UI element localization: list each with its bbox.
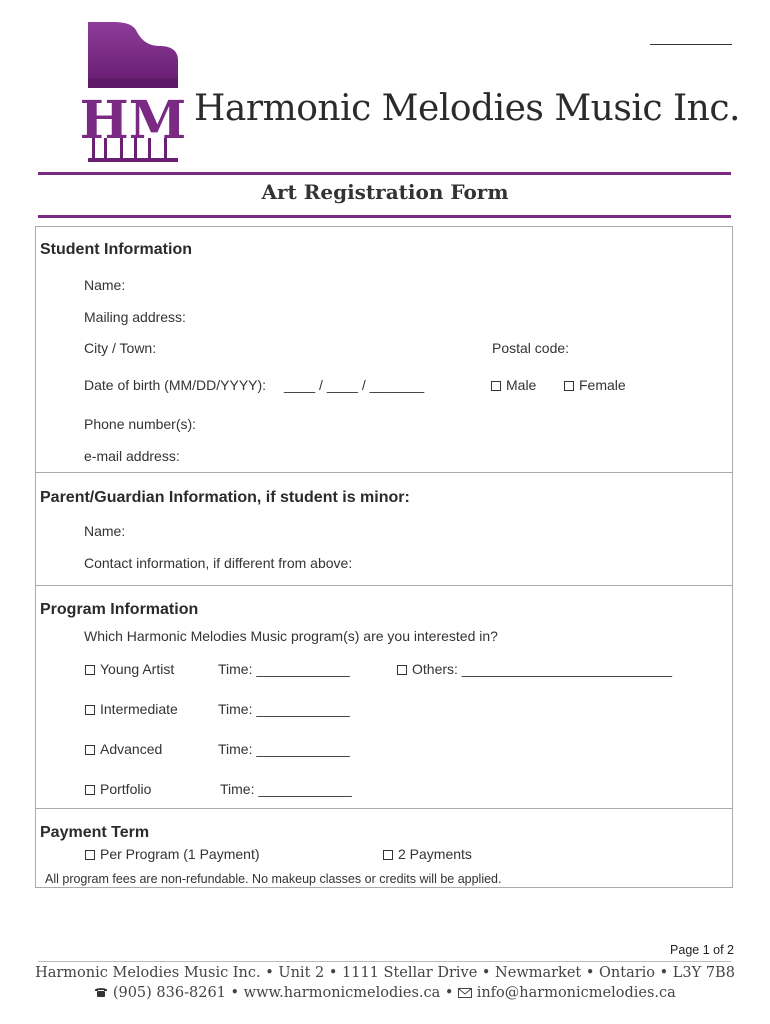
section-divider (35, 585, 733, 586)
program-time-field[interactable]: Time: ____________ (218, 741, 350, 757)
program-option-label: Portfolio (100, 781, 152, 797)
phone-icon (94, 986, 108, 998)
section-divider (35, 808, 733, 809)
program-time-field[interactable]: Time: ____________ (218, 701, 350, 717)
checkbox-icon (397, 665, 407, 675)
checkbox-icon (85, 850, 95, 860)
footer-website[interactable]: www.harmonicmelodies.ca (243, 985, 441, 1001)
program-time-field[interactable]: Time: ____________ (218, 661, 350, 677)
header-rule-bottom (38, 215, 731, 218)
program-option-others[interactable] (397, 661, 672, 677)
dob-field[interactable]: ____ / ____ / _______ (284, 377, 425, 393)
footer-contact (0, 985, 770, 1001)
mailing-address-field[interactable]: Mailing address: (84, 309, 186, 325)
program-option-young-artist[interactable] (85, 661, 174, 677)
section-divider (35, 472, 733, 473)
city-field[interactable]: City / Town: (84, 340, 157, 356)
payment-note: All program fees are non-refundable. No makeup classes or credits will be applied. (45, 872, 502, 886)
program-section-heading: Program Information (40, 601, 199, 618)
payment-option-per-program[interactable] (85, 846, 260, 862)
dob-label: Date of birth (MM/DD/YYYY): (84, 377, 267, 393)
guardian-name-field[interactable]: Name: (84, 523, 126, 539)
footer-separator: • (230, 985, 240, 1001)
program-question: Which Harmonic Melodies Music program(s) are you interested in? (84, 628, 498, 644)
email-field[interactable]: e-mail address: (84, 448, 180, 464)
others-field[interactable]: Others: ___________________________ (412, 661, 673, 677)
checkbox-icon (383, 850, 393, 860)
payment-option-two-payments[interactable] (383, 846, 472, 862)
student-name-field[interactable]: Name: (84, 277, 126, 293)
footer-separator: • (444, 985, 454, 1001)
footer-email[interactable]: info@harmonicmelodies.ca (476, 985, 676, 1001)
program-option-intermediate[interactable] (85, 701, 178, 717)
female-checkbox[interactable] (564, 377, 626, 393)
checkbox-icon (491, 381, 501, 391)
page-number: Page 1 of 2 (670, 943, 734, 957)
company-name: Harmonic Melodies Music Inc. (194, 88, 740, 129)
postal-code-field[interactable]: Postal code: (492, 340, 570, 356)
female-label: Female (579, 377, 626, 393)
guardian-contact-field[interactable]: Contact information, if different from above: (84, 555, 353, 571)
payment-option-label: 2 Payments (398, 846, 472, 862)
checkbox-icon (85, 665, 95, 675)
checkbox-icon (85, 785, 95, 795)
header-rule-top (38, 172, 731, 175)
footer-address: Harmonic Melodies Music Inc. • Unit 2 • 1111 Stellar Drive • Newmarket • Ontario • L3Y 7B8 (35, 965, 735, 981)
payment-section-heading: Payment Term (40, 824, 150, 841)
envelope-icon (458, 988, 472, 998)
male-label: Male (506, 377, 537, 393)
student-section-heading: Student Information (40, 241, 192, 258)
program-option-advanced[interactable] (85, 741, 162, 757)
program-time-field[interactable]: Time: ____________ (220, 781, 352, 797)
program-option-label: Intermediate (100, 701, 178, 717)
checkbox-icon (85, 745, 95, 755)
program-option-portfolio[interactable] (85, 781, 151, 797)
checkbox-icon (564, 381, 574, 391)
male-checkbox[interactable] (491, 377, 536, 393)
program-option-label: Advanced (100, 741, 163, 757)
guardian-section-heading: Parent/Guardian Information, if student is minor: (40, 489, 410, 506)
payment-option-label: Per Program (1 Payment) (100, 846, 260, 862)
program-option-label: Young Artist (100, 661, 175, 677)
checkbox-icon (85, 705, 95, 715)
phone-field[interactable]: Phone number(s): (84, 416, 197, 432)
piano-logo-icon (79, 20, 187, 168)
footer-phone: (905) 836-8261 (112, 985, 226, 1001)
logo-monogram: HM (79, 90, 187, 151)
form-title: Art Registration Form (261, 180, 509, 204)
top-signature-line (650, 44, 732, 45)
footer-rule (38, 961, 731, 962)
